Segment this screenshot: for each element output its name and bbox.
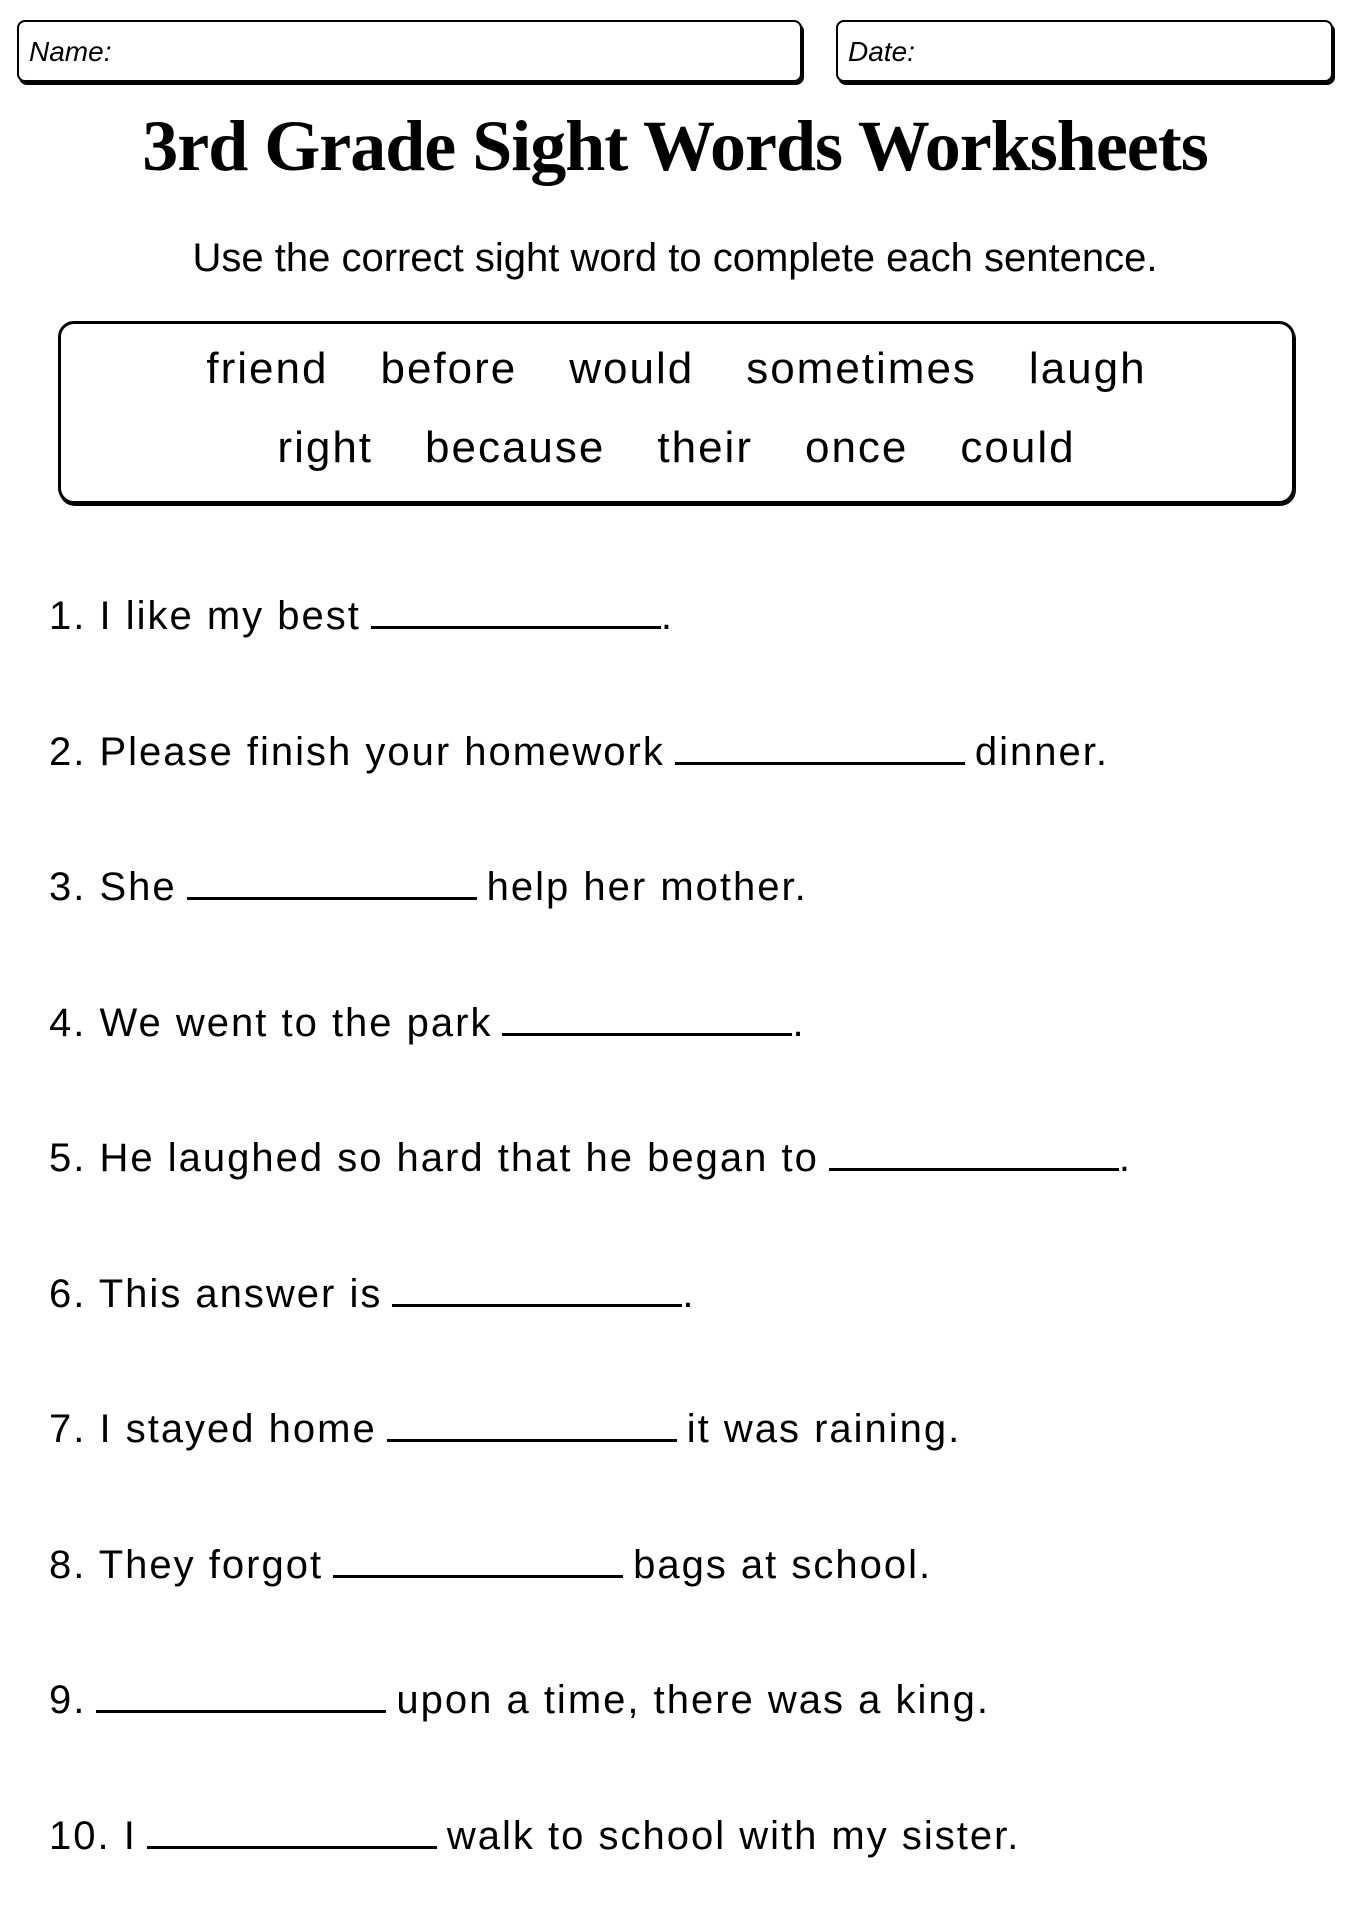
- word-bank-word: once: [804, 423, 909, 472]
- question-text-before: 1. I like my best: [49, 594, 361, 638]
- word-bank-row-1: [61, 344, 1292, 394]
- question-text-after: bags at school.: [633, 1542, 933, 1587]
- word-bank-word: their: [657, 423, 753, 472]
- question-text-after: upon a time, there was a king.: [396, 1678, 990, 1722]
- question-2: [49, 730, 1109, 775]
- question-text-before: 4. We went to the park: [49, 1000, 493, 1045]
- question-5: [49, 1136, 1132, 1181]
- question-text-after: .: [682, 1271, 696, 1316]
- word-bank-word: because: [425, 423, 606, 472]
- word-bank: [58, 321, 1295, 504]
- question-text-before: 8. They forgot: [49, 1542, 324, 1587]
- word-bank-word: friend: [206, 344, 329, 393]
- question-text-after: .: [792, 1000, 806, 1045]
- question-text-before: 6. This answer is: [49, 1271, 383, 1316]
- word-bank-word: before: [380, 344, 518, 393]
- answer-blank[interactable]: [333, 1574, 623, 1578]
- answer-blank[interactable]: [187, 896, 477, 900]
- word-bank-word: laugh: [1028, 344, 1147, 393]
- question-7: [49, 1407, 961, 1452]
- question-text-before: 2. Please finish your homework: [49, 729, 665, 774]
- question-8: [49, 1543, 932, 1588]
- answer-blank[interactable]: [392, 1303, 682, 1307]
- question-text-before: 3. She: [49, 865, 177, 909]
- question-text-before: 10. I: [49, 1813, 137, 1858]
- answer-blank[interactable]: [387, 1438, 677, 1442]
- instructions: Use the correct sight word to complete each sentence.: [192, 236, 1158, 280]
- question-text-after: .: [660, 594, 674, 638]
- question-text-before: 7. I stayed home: [49, 1407, 377, 1451]
- word-bank-word: right: [277, 423, 374, 472]
- question-text-before: 9.: [49, 1678, 87, 1722]
- question-text-after: .: [1118, 1136, 1132, 1180]
- word-bank-word: could: [960, 423, 1076, 472]
- date-label: Date:: [848, 36, 915, 67]
- date-field[interactable]: [836, 20, 1333, 82]
- question-1: [49, 594, 674, 639]
- answer-blank[interactable]: [96, 1709, 386, 1713]
- question-3: [49, 865, 808, 910]
- question-text-after: walk to school with my sister.: [446, 1813, 1021, 1858]
- answer-blank[interactable]: [147, 1845, 437, 1849]
- answer-blank[interactable]: [502, 1032, 792, 1036]
- answer-blank[interactable]: [371, 625, 661, 629]
- name-field[interactable]: [17, 20, 802, 82]
- page-title: 3rd Grade Sight Words Worksheets: [142, 106, 1208, 186]
- question-text-before: 5. He laughed so hard that he began to: [49, 1136, 819, 1180]
- question-10: [49, 1814, 1020, 1859]
- name-label: Name:: [29, 36, 112, 67]
- question-4: [49, 1001, 806, 1046]
- question-text-after: help her mother.: [486, 865, 808, 909]
- word-bank-word: sometimes: [746, 344, 977, 393]
- question-text-after: dinner.: [974, 729, 1109, 774]
- question-9: [49, 1678, 990, 1723]
- answer-blank[interactable]: [675, 761, 965, 765]
- question-text-after: it was raining.: [686, 1407, 962, 1451]
- question-6: [49, 1272, 696, 1317]
- word-bank-row-2: [61, 423, 1292, 473]
- answer-blank[interactable]: [829, 1167, 1119, 1171]
- word-bank-word: would: [569, 344, 695, 393]
